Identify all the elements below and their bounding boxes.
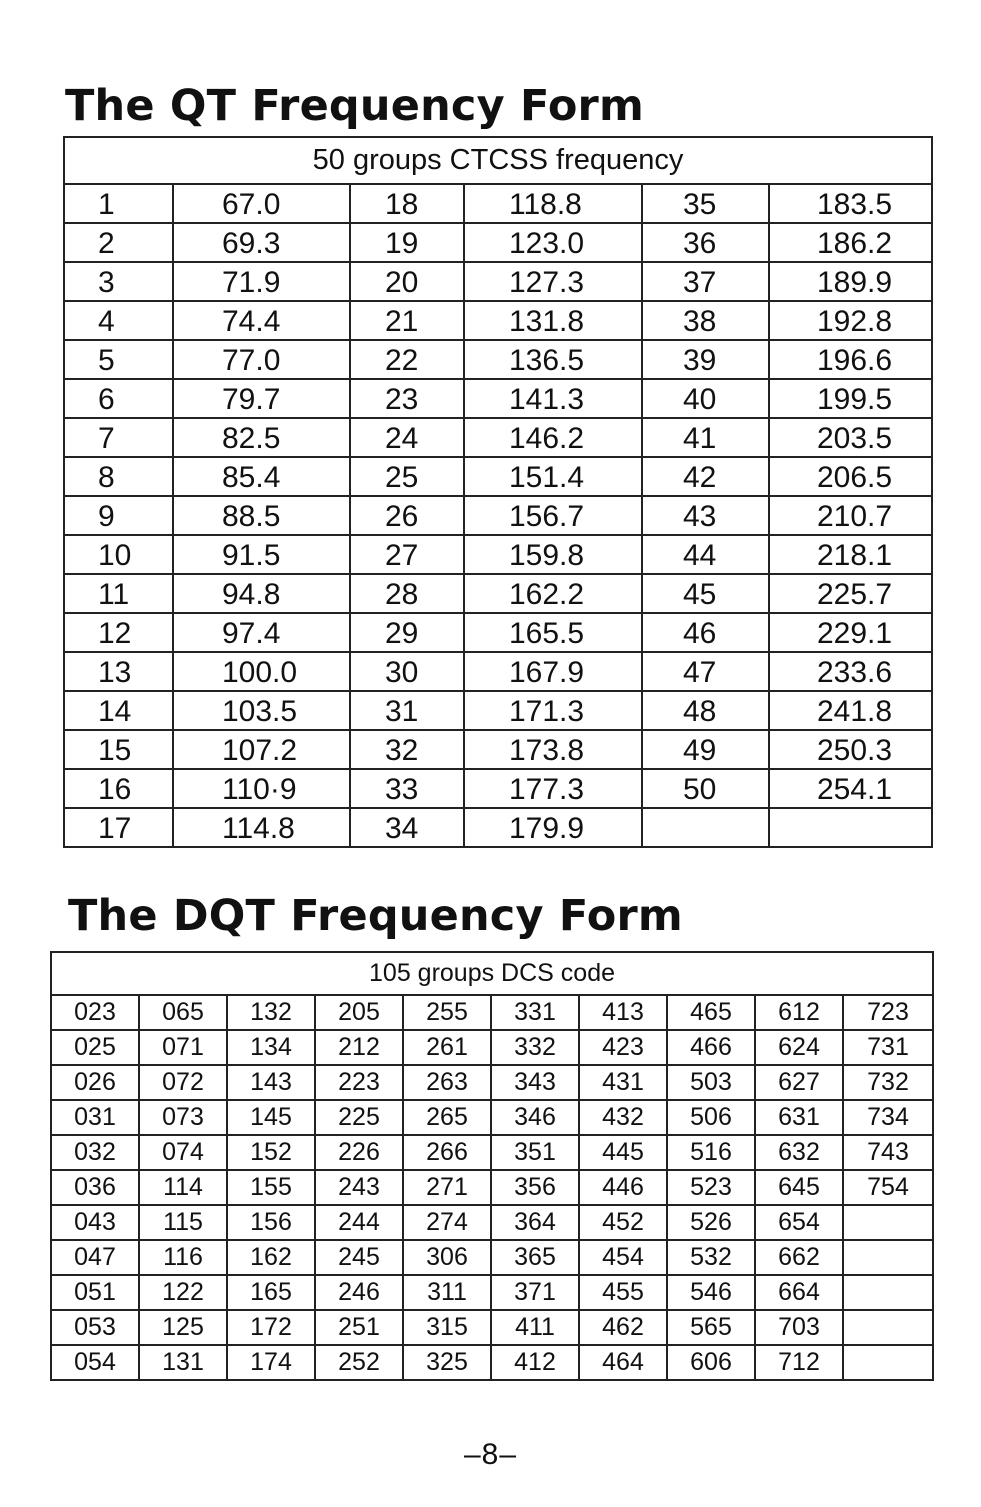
dcs-code-cell: 252: [315, 1345, 403, 1380]
dcs-code-cell: 265: [403, 1100, 491, 1135]
dcs-code-cell: 172: [227, 1310, 315, 1345]
dcs-code-cell: 631: [755, 1100, 843, 1135]
dcs-code-cell: 251: [315, 1310, 403, 1345]
dcs-code-cell: 411: [491, 1310, 579, 1345]
frequency-value-cell: 82.5: [173, 418, 350, 457]
dcs-code-cell: 732: [843, 1065, 933, 1100]
dcs-code-cell: 612: [755, 995, 843, 1030]
group-number-cell: 47: [642, 652, 769, 691]
dcs-code-cell: 734: [843, 1100, 933, 1135]
group-number-cell: 14: [64, 691, 173, 730]
table-row: [64, 769, 932, 808]
group-number-cell: 28: [350, 574, 464, 613]
frequency-value-cell: 210.7: [769, 496, 932, 535]
page-number: –8–: [463, 1438, 518, 1471]
group-number-cell: 23: [350, 379, 464, 418]
group-number-cell: 35: [642, 184, 769, 223]
dcs-code-cell: 266: [403, 1135, 491, 1170]
frequency-value-cell: 74.4: [173, 301, 350, 340]
table-row: [51, 1135, 933, 1170]
ctcss-frequency-table: [63, 136, 933, 848]
dcs-code-cell: 452: [579, 1205, 667, 1240]
dcs-code-cell: 423: [579, 1030, 667, 1065]
dcs-code-cell: 053: [51, 1310, 139, 1345]
dcs-code-cell: 122: [139, 1275, 227, 1310]
dcs-code-cell: 165: [227, 1275, 315, 1310]
group-number-cell: 26: [350, 496, 464, 535]
group-number-cell: 25: [350, 457, 464, 496]
dcs-code-cell: 325: [403, 1345, 491, 1380]
dcs-code-cell: 565: [667, 1310, 755, 1345]
frequency-value-cell: 151.4: [464, 457, 642, 496]
frequency-value-cell: 171.3: [464, 691, 642, 730]
ctcss-caption: 50 groups CTCSS frequency: [64, 137, 932, 184]
group-number-cell: 15: [64, 730, 173, 769]
dcs-code-cell: 054: [51, 1345, 139, 1380]
dcs-code-cell: 134: [227, 1030, 315, 1065]
frequency-value-cell: 110·9: [173, 769, 350, 808]
frequency-value-cell: 218.1: [769, 535, 932, 574]
group-number-cell: 50: [642, 769, 769, 808]
dcs-code-cell: [843, 1310, 933, 1345]
table-row: [64, 574, 932, 613]
dcs-code-cell: 223: [315, 1065, 403, 1100]
group-number-cell: 48: [642, 691, 769, 730]
frequency-value-cell: 199.5: [769, 379, 932, 418]
dcs-code-cell: 624: [755, 1030, 843, 1065]
group-number-cell: 39: [642, 340, 769, 379]
table-row: [51, 1100, 933, 1135]
table-row: [51, 1170, 933, 1205]
dcs-code-cell: 462: [579, 1310, 667, 1345]
frequency-value-cell: 69.3: [173, 223, 350, 262]
group-number-cell: 40: [642, 379, 769, 418]
dcs-code-cell: 244: [315, 1205, 403, 1240]
frequency-value-cell: 183.5: [769, 184, 932, 223]
dcs-code-cell: 023: [51, 995, 139, 1030]
dcs-code-cell: 212: [315, 1030, 403, 1065]
table-row: [64, 301, 932, 340]
group-number-cell: 3: [64, 262, 173, 301]
group-number-cell: 17: [64, 808, 173, 847]
frequency-value-cell: 97.4: [173, 613, 350, 652]
dcs-code-cell: 306: [403, 1240, 491, 1275]
group-number-cell: 11: [64, 574, 173, 613]
dcs-code-cell: 703: [755, 1310, 843, 1345]
table-row: [64, 457, 932, 496]
frequency-value-cell: 67.0: [173, 184, 350, 223]
table-row: [64, 652, 932, 691]
frequency-value-cell: 192.8: [769, 301, 932, 340]
frequency-value-cell: 177.3: [464, 769, 642, 808]
frequency-value-cell: 159.8: [464, 535, 642, 574]
dcs-code-cell: 143: [227, 1065, 315, 1100]
table-row: [51, 1275, 933, 1310]
frequency-value-cell: 71.9: [173, 262, 350, 301]
dcs-code-cell: 311: [403, 1275, 491, 1310]
group-number-cell: 44: [642, 535, 769, 574]
dcs-code-cell: 546: [667, 1275, 755, 1310]
frequency-value-cell: 79.7: [173, 379, 350, 418]
table-row: [51, 1205, 933, 1240]
dcs-code-cell: 032: [51, 1135, 139, 1170]
dcs-code-cell: 606: [667, 1345, 755, 1380]
group-number-cell: 4: [64, 301, 173, 340]
dcs-code-cell: 743: [843, 1135, 933, 1170]
dcs-code-cell: 255: [403, 995, 491, 1030]
dcs-code-cell: 156: [227, 1205, 315, 1240]
dcs-code-cell: 155: [227, 1170, 315, 1205]
group-number-cell: 12: [64, 613, 173, 652]
dcs-code-cell: 431: [579, 1065, 667, 1100]
table-row: [51, 1345, 933, 1380]
dcs-code-cell: 261: [403, 1030, 491, 1065]
dcs-code-cell: 246: [315, 1275, 403, 1310]
frequency-value-cell: 186.2: [769, 223, 932, 262]
dcs-code-cell: 723: [843, 995, 933, 1030]
dcs-code-cell: 446: [579, 1170, 667, 1205]
dcs-code-cell: 072: [139, 1065, 227, 1100]
dcs-code-cell: 051: [51, 1275, 139, 1310]
dcs-code-cell: 632: [755, 1135, 843, 1170]
frequency-value-cell: 225.7: [769, 574, 932, 613]
frequency-value-cell: 85.4: [173, 457, 350, 496]
table-row: [64, 418, 932, 457]
dcs-code-cell: 464: [579, 1345, 667, 1380]
dcs-code-cell: 026: [51, 1065, 139, 1100]
group-number-cell: 18: [350, 184, 464, 223]
dcs-code-cell: 074: [139, 1135, 227, 1170]
frequency-value-cell: 77.0: [173, 340, 350, 379]
frequency-value-cell: 127.3: [464, 262, 642, 301]
group-number-cell: 9: [64, 496, 173, 535]
dcs-code-cell: 226: [315, 1135, 403, 1170]
dcs-code-cell: 205: [315, 995, 403, 1030]
group-number-cell: 21: [350, 301, 464, 340]
dcs-code-cell: 412: [491, 1345, 579, 1380]
dcs-code-cell: 331: [491, 995, 579, 1030]
table-row: [51, 1065, 933, 1100]
frequency-value-cell: 146.2: [464, 418, 642, 457]
dcs-code-cell: 466: [667, 1030, 755, 1065]
dcs-code-cell: 356: [491, 1170, 579, 1205]
dcs-code-cell: [843, 1275, 933, 1310]
frequency-value-cell: 203.5: [769, 418, 932, 457]
table-row: [64, 730, 932, 769]
frequency-value-cell: 103.5: [173, 691, 350, 730]
group-number-cell: 49: [642, 730, 769, 769]
dcs-code-cell: [843, 1240, 933, 1275]
group-number-cell: 29: [350, 613, 464, 652]
dcs-code-cell: 162: [227, 1240, 315, 1275]
dcs-code-cell: 627: [755, 1065, 843, 1100]
frequency-value-cell: 233.6: [769, 652, 932, 691]
frequency-value-cell: 118.8: [464, 184, 642, 223]
group-number-cell: 31: [350, 691, 464, 730]
group-number-cell: 19: [350, 223, 464, 262]
dcs-code-cell: 645: [755, 1170, 843, 1205]
group-number-cell: 36: [642, 223, 769, 262]
dcs-code-cell: 152: [227, 1135, 315, 1170]
group-number-cell: 10: [64, 535, 173, 574]
dcs-code-cell: 465: [667, 995, 755, 1030]
frequency-value-cell: 254.1: [769, 769, 932, 808]
dcs-caption: 105 groups DCS code: [51, 952, 933, 995]
group-number-cell: 34: [350, 808, 464, 847]
dcs-code-cell: 506: [667, 1100, 755, 1135]
group-number-cell: 2: [64, 223, 173, 262]
dcs-code-cell: 115: [139, 1205, 227, 1240]
dcs-code-cell: 454: [579, 1240, 667, 1275]
dcs-code-cell: 662: [755, 1240, 843, 1275]
dcs-code-cell: 125: [139, 1310, 227, 1345]
dcs-code-cell: 036: [51, 1170, 139, 1205]
dcs-code-cell: 243: [315, 1170, 403, 1205]
qt-frequency-heading: The QT Frequency Form: [65, 81, 644, 131]
dcs-code-cell: 332: [491, 1030, 579, 1065]
table-row: [64, 223, 932, 262]
table-row: [64, 808, 932, 847]
dcs-code-cell: 065: [139, 995, 227, 1030]
group-number-cell: 16: [64, 769, 173, 808]
dcs-code-cell: 114: [139, 1170, 227, 1205]
frequency-value-cell: 131.8: [464, 301, 642, 340]
frequency-value-cell: [769, 808, 932, 847]
table-row: [64, 535, 932, 574]
frequency-value-cell: 88.5: [173, 496, 350, 535]
frequency-value-cell: 229.1: [769, 613, 932, 652]
table-caption-row: [64, 137, 932, 184]
table-row: [64, 184, 932, 223]
group-number-cell: 37: [642, 262, 769, 301]
frequency-value-cell: 123.0: [464, 223, 642, 262]
dcs-code-cell: 031: [51, 1100, 139, 1135]
frequency-value-cell: 156.7: [464, 496, 642, 535]
group-number-cell: 41: [642, 418, 769, 457]
dcs-code-cell: 526: [667, 1205, 755, 1240]
dqt-frequency-heading: The DQT Frequency Form: [68, 891, 683, 941]
dcs-code-cell: 071: [139, 1030, 227, 1065]
dcs-code-cell: 132: [227, 995, 315, 1030]
table-row: [64, 379, 932, 418]
frequency-value-cell: 114.8: [173, 808, 350, 847]
dcs-code-cell: 274: [403, 1205, 491, 1240]
dcs-code-cell: 503: [667, 1065, 755, 1100]
dcs-code-cell: [843, 1205, 933, 1240]
table-row: [51, 995, 933, 1030]
dcs-code-cell: 754: [843, 1170, 933, 1205]
frequency-value-cell: 165.5: [464, 613, 642, 652]
frequency-value-cell: 94.8: [173, 574, 350, 613]
dcs-code-cell: 315: [403, 1310, 491, 1345]
group-number-cell: 27: [350, 535, 464, 574]
dcs-code-cell: 346: [491, 1100, 579, 1135]
dcs-code-table: [50, 951, 934, 1381]
group-number-cell: 24: [350, 418, 464, 457]
dcs-code-cell: 664: [755, 1275, 843, 1310]
table-row: [64, 262, 932, 301]
frequency-value-cell: 107.2: [173, 730, 350, 769]
group-number-cell: 1: [64, 184, 173, 223]
frequency-value-cell: 179.9: [464, 808, 642, 847]
frequency-value-cell: 162.2: [464, 574, 642, 613]
frequency-value-cell: 91.5: [173, 535, 350, 574]
group-number-cell: 6: [64, 379, 173, 418]
dcs-code-cell: 145: [227, 1100, 315, 1135]
dcs-code-cell: 532: [667, 1240, 755, 1275]
group-number-cell: 13: [64, 652, 173, 691]
dcs-code-cell: 263: [403, 1065, 491, 1100]
dcs-code-cell: 043: [51, 1205, 139, 1240]
group-number-cell: 32: [350, 730, 464, 769]
dcs-code-cell: 364: [491, 1205, 579, 1240]
frequency-value-cell: 189.9: [769, 262, 932, 301]
table-row: [51, 1240, 933, 1275]
dcs-code-cell: 116: [139, 1240, 227, 1275]
group-number-cell: 7: [64, 418, 173, 457]
frequency-value-cell: 250.3: [769, 730, 932, 769]
group-number-cell: 42: [642, 457, 769, 496]
dcs-code-cell: 731: [843, 1030, 933, 1065]
dcs-code-cell: 523: [667, 1170, 755, 1205]
table-row: [64, 340, 932, 379]
dcs-code-cell: 025: [51, 1030, 139, 1065]
table-row: [64, 496, 932, 535]
group-number-cell: 45: [642, 574, 769, 613]
frequency-value-cell: 206.5: [769, 457, 932, 496]
dcs-code-cell: 047: [51, 1240, 139, 1275]
frequency-value-cell: 141.3: [464, 379, 642, 418]
dcs-code-cell: 073: [139, 1100, 227, 1135]
group-number-cell: 20: [350, 262, 464, 301]
dcs-code-cell: 712: [755, 1345, 843, 1380]
dcs-code-cell: 432: [579, 1100, 667, 1135]
dcs-code-cell: 271: [403, 1170, 491, 1205]
group-number-cell: 38: [642, 301, 769, 340]
table-row: [64, 613, 932, 652]
frequency-value-cell: 173.8: [464, 730, 642, 769]
dcs-code-cell: 445: [579, 1135, 667, 1170]
dcs-code-cell: 654: [755, 1205, 843, 1240]
dcs-code-cell: 455: [579, 1275, 667, 1310]
dcs-code-cell: 245: [315, 1240, 403, 1275]
frequency-value-cell: 241.8: [769, 691, 932, 730]
group-number-cell: 22: [350, 340, 464, 379]
dcs-code-cell: 351: [491, 1135, 579, 1170]
dcs-code-cell: 371: [491, 1275, 579, 1310]
frequency-value-cell: 136.5: [464, 340, 642, 379]
table-row: [64, 691, 932, 730]
group-number-cell: 30: [350, 652, 464, 691]
dcs-code-cell: [843, 1345, 933, 1380]
table-row: [51, 1030, 933, 1065]
group-number-cell: 43: [642, 496, 769, 535]
dcs-code-cell: 174: [227, 1345, 315, 1380]
group-number-cell: 33: [350, 769, 464, 808]
table-row: [51, 1310, 933, 1345]
group-number-cell: 8: [64, 457, 173, 496]
dcs-code-cell: 413: [579, 995, 667, 1030]
dcs-code-cell: 365: [491, 1240, 579, 1275]
group-number-cell: 5: [64, 340, 173, 379]
frequency-value-cell: 167.9: [464, 652, 642, 691]
dcs-code-cell: 131: [139, 1345, 227, 1380]
group-number-cell: [642, 808, 769, 847]
table-caption-row: [51, 952, 933, 995]
dcs-code-cell: 516: [667, 1135, 755, 1170]
frequency-value-cell: 100.0: [173, 652, 350, 691]
dcs-code-cell: 343: [491, 1065, 579, 1100]
group-number-cell: 46: [642, 613, 769, 652]
frequency-value-cell: 196.6: [769, 340, 932, 379]
dcs-code-cell: 225: [315, 1100, 403, 1135]
